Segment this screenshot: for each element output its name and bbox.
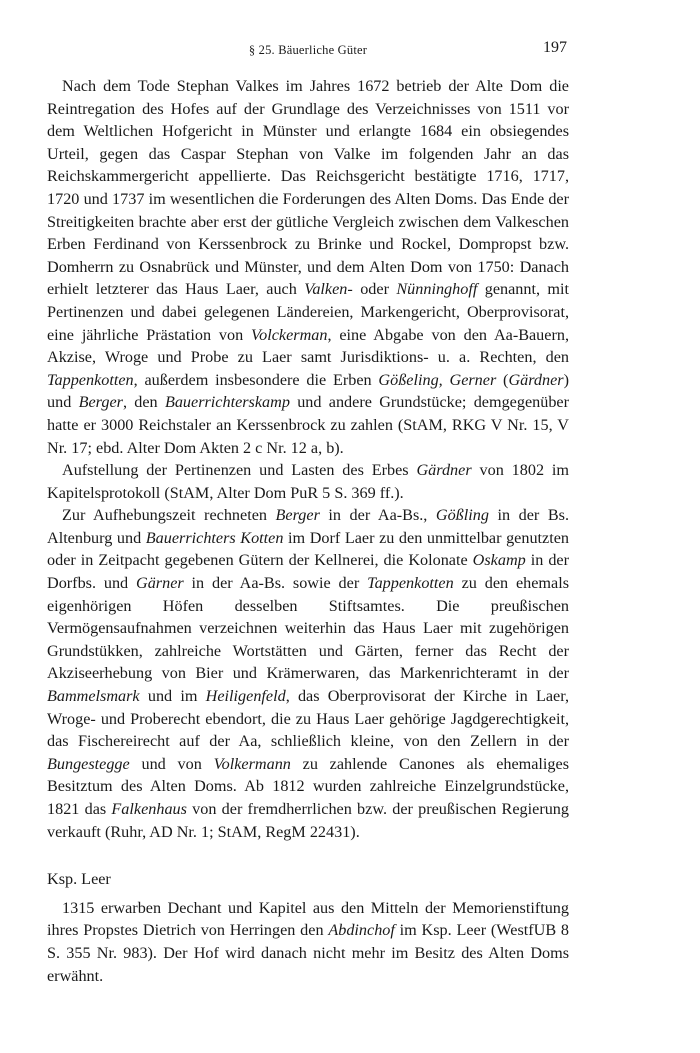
text-run: und im [139, 687, 206, 706]
italic-term: Tappenkotten [47, 370, 134, 389]
text-run: oder [352, 280, 397, 299]
book-page [47, 38, 569, 987]
text-run: , außerdem insbesondere die Erben [133, 370, 379, 389]
text-run: in der Dorfbs. und [47, 551, 569, 593]
italic-term: Berger [275, 506, 320, 525]
italic-term: Volkermann [213, 754, 291, 773]
text-run: , das Oberprovisorat der Kirche in Laer, Wroge- und Proberecht ebendort, die zu Haus Laer gehörige Jagdgerechtigkeit, das Fischereirecht auf der Aa, schließlich kleine, von den Zellern in der [47, 687, 569, 751]
paragraph-gaerdner-pertinenzen [47, 459, 569, 504]
running-head: § 25. Bäuerliche Güter [248, 43, 368, 57]
text-run: ) und [47, 370, 569, 412]
italic-term: Gößling [435, 506, 489, 525]
text-run: Nach dem Tode Stephan Valkes im Jahres 1672 betrieb der Alte Dom die Reintregation des Hofes auf der Grundlage des Verzeichnisses von 1511 vor dem Weltlichen Hofgericht in Münster und erlangte 1684 ein obsiegendes Urteil, gegen das Caspar Stephan von Valke im folgenden Jahr an das Reichskammergericht appellierte. Das Reichsgericht bestätigte 1716, 1717, 1720 und 1737 im wesentlichen die Forderungen des Alten Doms. Das Ende der Streitigkeiten brachte aber erst der gütliche Vergleich zwischen dem Valkeschen Erben Ferdinand von Kerssenbrock zu Brinke und Rockel, Dompropst bzw. Domherrn zu Osnabrück und Münster, und dem Alten Dom von 1750: Danach erhielt letzterer das Haus Laer, auch [47, 77, 569, 299]
italic-term: Bungestegge [47, 754, 130, 773]
text-run: ( [496, 370, 509, 389]
italic-term: Berger [78, 393, 123, 412]
text-run: in der Bs. Altenburg und [47, 506, 569, 547]
text-run: im Ksp. Leer (WestfUB 8 S. 355 Nr. 983). Der Hof wird danach nicht mehr im Besitz des Alten Doms erwähnt. [47, 921, 569, 985]
italic-term: Gärdner [508, 370, 564, 389]
paragraph-aufhebungszeit [47, 504, 569, 843]
page-number: 197 [543, 39, 567, 56]
text-run: von der fremdherrlichen bzw. der preußischen Regierung verkauft (Ruhr, AD Nr. 1; StAM, RegM 22431). [47, 800, 569, 841]
text-run: in der Aa-Bs. sowie der [183, 574, 368, 593]
italic-term: Gößeling, Gerner [378, 370, 497, 389]
italic-term: Tappenkotten [367, 574, 454, 593]
text-run: genannt, mit Pertinenzen und dabei gelegenen Ländereien, Markengericht, Oberprovisorat, eine jährliche Prästation von [47, 280, 570, 344]
text-run: zu den ehemals eigenhörigen Höfen desselben Stiftsamtes. Die preußischen Vermögensaufnahmen verzeichnen weiterhin das Haus Laer mit zugehörigen Grundstükken, zahlreiche Wortstätten und Gärten, ferner das Recht der Akziseerhebung von Bier und Krämerwaren, das Markenrichteramt in der [47, 574, 569, 683]
italic-term: Bauerrichterskamp [164, 393, 290, 412]
text-run: in der Aa-Bs., [319, 506, 436, 525]
text-run: Zur Aufhebungszeit rechneten [62, 506, 276, 525]
italic-term: Nünninghoff [396, 280, 478, 299]
text-run: und andere Grundstücke; demgegenüber hatte er 3000 Reichstaler an Kerssenbrock zu zahlen (StAM, RKG V Nr. 15, V Nr. 17; ebd. Alter Dom Akten 2 c Nr. 12 a, b). [47, 393, 569, 457]
italic-term: Falkenhaus [111, 800, 187, 818]
text-run: im Dorf Laer zu den unmittelbar genutzten oder in Zeitpacht gegebenen Gütern der Kellnerei, die Kolonate [47, 528, 569, 570]
text-run: 1315 erwarben Dechant und Kapitel aus den Mitteln der Memorienstiftung ihres Propstes Dietrich von Herringen den [47, 898, 569, 940]
italic-term: Volckerman [251, 325, 328, 344]
section-heading: Ksp. Leer [47, 870, 111, 889]
italic-term: Bauerrichters Kotten [145, 528, 284, 547]
italic-term: Oskamp [472, 551, 526, 570]
italic-term: Gärner [136, 574, 184, 593]
italic-term: Valken- [304, 280, 353, 299]
text-run: , eine Abgabe von den Aa-Bauern, Akzise, Wroge und Probe zu Laer samt Jurisdiktions- u. a. Rechten, den [47, 325, 569, 367]
italic-term: Bammelsmark [47, 687, 140, 706]
paragraph-valke-dispute [47, 75, 569, 459]
text-run: , den [122, 393, 165, 412]
text-run: von 1802 im Kapitelsprotokoll (StAM, Alter Dom PuR 5 S. 369 ff.). [47, 461, 570, 502]
text-run: und von [129, 754, 214, 773]
paragraph-abdinchof [47, 897, 569, 987]
body-text [47, 75, 569, 843]
text-run: Aufstellung der Pertinenzen und Lasten des Erbes [62, 461, 417, 480]
page-header [47, 38, 569, 64]
italic-term: Gärdner [416, 461, 472, 480]
text-run: zu zahlende Canones als ehemaliges Besitztum des Alten Doms. Ab 1812 wurden zahlreiche Einzelgrundstücke, 1821 das [47, 754, 570, 818]
italic-term: Heiligenfeld [205, 687, 286, 706]
italic-term: Abdinchof [328, 921, 395, 940]
